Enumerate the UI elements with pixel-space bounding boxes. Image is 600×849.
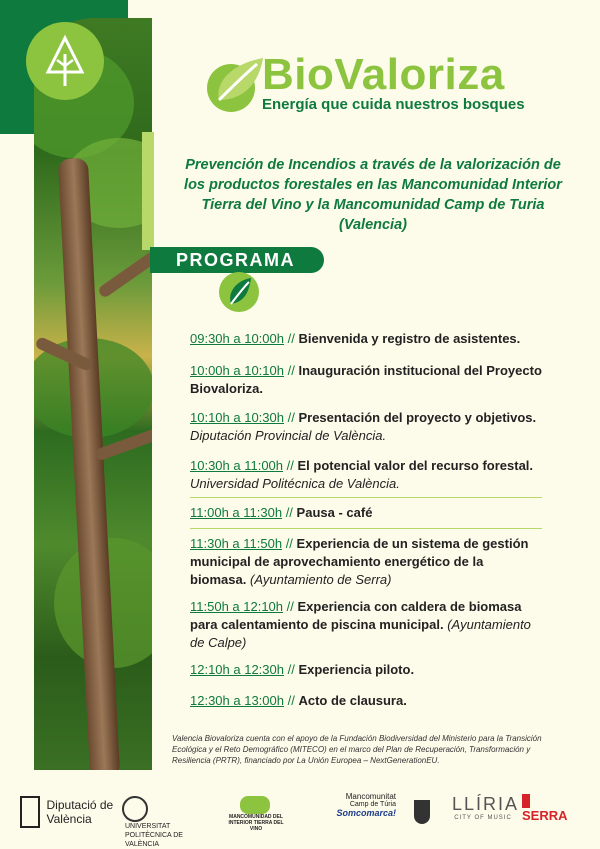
separator: // [286, 599, 294, 614]
schedule-text: Acto de clausura. [298, 693, 407, 708]
event-subtitle: Prevención de Incendios a través de la valorización de los productos forestales en las Mancomunidad Interior Tierra del Vino y la Mancomunidad Camp de Turia (Valencia) [184, 157, 562, 233]
schedule-time: 11:00h a 11:30h [190, 505, 283, 520]
schedule-time: 12:10h a 12:30h [190, 662, 284, 677]
separator: // [287, 363, 295, 378]
lliria-logo: LLÍRIA CITY OF MUSIC [452, 794, 520, 821]
schedule-item [190, 535, 542, 589]
program-title: PROGRAMA [176, 250, 295, 270]
divider [190, 497, 542, 498]
schedule-text: El potencial valor del recurso forestal. [297, 458, 534, 473]
schedule-time: 10:10h a 10:30h [190, 410, 284, 425]
serra-logo: SERRA [522, 794, 580, 823]
schedule-speaker: (Ayuntamiento de Calpe) [190, 617, 531, 650]
schedule-speaker: (Ayuntamiento de Serra) [249, 572, 392, 587]
divider [190, 528, 542, 529]
tree-photo [34, 18, 152, 770]
separator: // [287, 331, 295, 346]
schedule-text: Experiencia con caldera de biomasa para calentamiento de piscina municipal. [190, 599, 522, 632]
schedule-speaker: Universidad Politécnica de València. [190, 476, 400, 491]
schedule-text: Pausa - café [296, 505, 373, 520]
flame-leaf-icon [215, 270, 263, 314]
schedule-time: 09:30h a 10:00h [190, 331, 284, 346]
upv-logo: UNIVERSITAT POLITÈCNICA DE VALÈNCIA [122, 796, 222, 849]
schedule-time: 10:30h a 11:00h [190, 458, 284, 473]
separator: // [285, 536, 293, 551]
pine-tree-icon [26, 22, 104, 100]
schedule-text: Experiencia piloto. [298, 662, 415, 677]
schedule-time: 10:00h a 10:10h [190, 363, 284, 378]
schedule-time: 11:30h a 11:50h [190, 536, 283, 551]
separator: // [285, 505, 293, 520]
sponsor-logos [0, 790, 600, 848]
schedule-text: Bienvenida y registro de asistentes. [298, 331, 521, 346]
schedule-item [190, 692, 542, 710]
separator: // [287, 662, 295, 677]
schedule-text: Experiencia de un sistema de gestión municipal de aprovechamiento energético de la biomasa. [190, 536, 529, 587]
schedule-time: 12:30h a 13:00h [190, 693, 284, 708]
schedule-item [190, 409, 542, 445]
separator: // [287, 693, 295, 708]
schedule-item [190, 362, 542, 398]
camp-turia-logo: Mancomunitat Camp de Túria Somcomarca! [336, 792, 396, 818]
schedule-item [190, 504, 542, 522]
schedule-text: Inauguración institucional del Proyecto Biovaloriza. [190, 363, 542, 396]
serra-shield-icon [414, 800, 430, 824]
schedule-item [190, 457, 542, 493]
schedule-item [190, 661, 542, 679]
accent-bar [142, 132, 154, 250]
schedule-item [190, 598, 542, 652]
schedule-speaker: Diputación Provincial de València. [190, 428, 387, 443]
mancomunidad-vino-logo: MANCOMUNIDAD DEL INTERIOR TIERRA DEL VINO [222, 796, 290, 832]
funding-footnote: Valencia Biovaloriza cuenta con el apoyo de la Fundación Biodiversidad del Ministerio para la Transición Ecológica y el Reto Demográfico (MITECO) en el marco del Plan de Recuperación, Transformación y Resiliencia (PRTR), financiado por La Unión Europea – NextGenerationEU. [172, 734, 542, 765]
schedule-item [190, 330, 542, 348]
schedule-time: 11:50h a 12:10h [190, 599, 284, 614]
diputacio-logo: Diputació de València [20, 796, 132, 828]
schedule-text: Presentación del proyecto y objetivos. [298, 410, 537, 425]
brand-name: BioValoriza [262, 50, 505, 99]
separator: // [286, 458, 294, 473]
separator: // [287, 410, 295, 425]
brand-tagline: Energía que cuida nuestros bosques [262, 96, 525, 113]
